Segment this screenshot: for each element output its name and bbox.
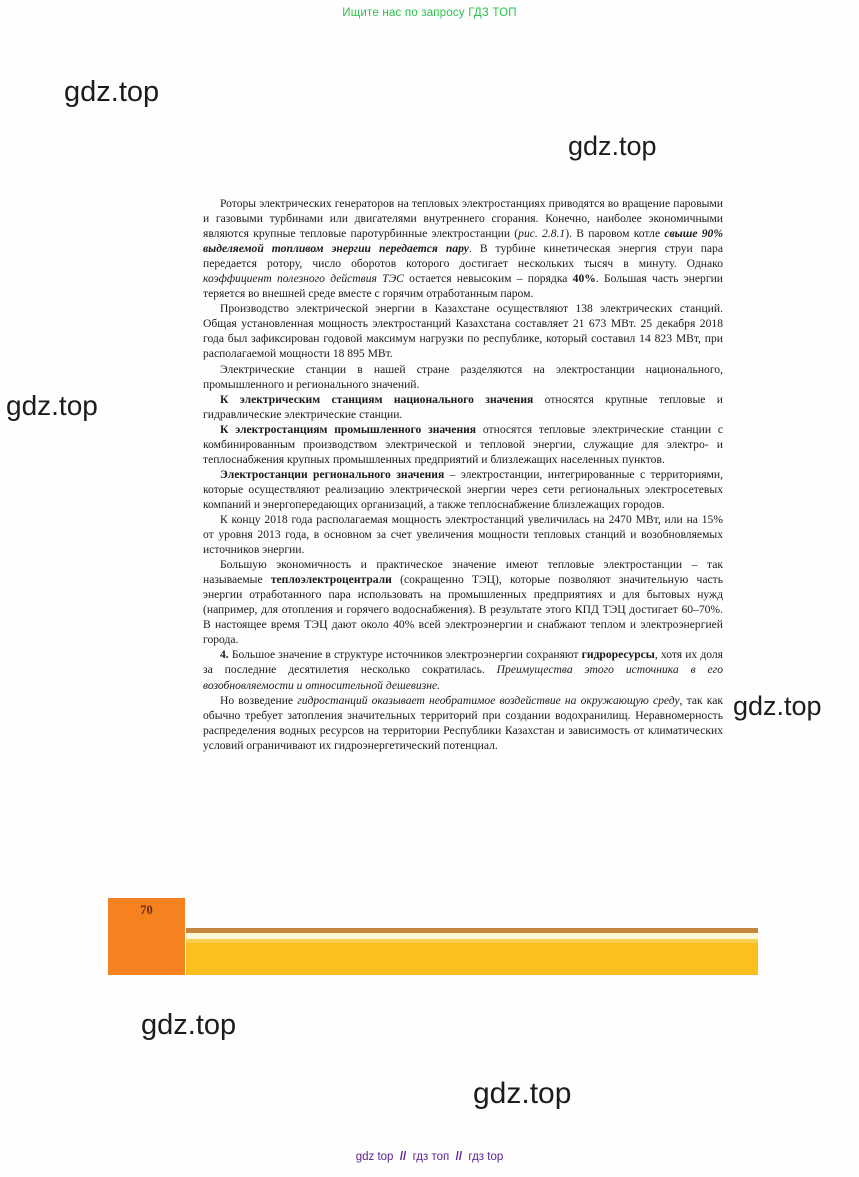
watermark: gdz.top: [568, 131, 657, 161]
page-number: 70: [140, 903, 153, 917]
paragraph: К электрическим станциям национального значения относятся крупные тепловые и гидравлические электрические станции.: [203, 392, 724, 421]
paragraph: Электростанции регионального значения – электростанции, интегрированные с территориями, которые осуществляют реализацию электрической энергии через сети региональных электросетевых компаний и энергопередающих организаций, а также теплоснабжение близлежащих городов.: [203, 467, 723, 511]
paragraph: 4. Большое значение в структуре источников электроэнергии сохраняют гидроресурсы, хотя их доля за последние десятилетия несколько сократилась. Преимущества этого источника в его возобновляемости и относительной дешевизне.: [203, 648, 724, 692]
footer-credit-middle[interactable]: гдз топ: [412, 1151, 450, 1163]
paragraph: К концу 2018 года располагаемая мощность электростанций увеличилась на 2470 МВт, или на 15% от уровня 2013 года, в основном за счет увеличения мощности тепловых станций и возобновляемых источников энергии.: [203, 512, 723, 557]
footer-credit-separator: //: [399, 1151, 407, 1163]
watermark: gdz.top: [64, 76, 160, 108]
footer-credit-separator: //: [455, 1151, 463, 1163]
promo-banner-text: Ищите нас по запросу ГДЗ ТОП: [342, 7, 517, 19]
footer-bar-yellow: [186, 939, 758, 975]
paragraph: К электростанциям промышленного значения относятся тепловые электрические станции с комбинированным производством электрической и тепловой энергии, служащие для электро- и теплоснабжения крупных промышленных предприятий и близлежащих населенных пунктов.: [203, 422, 723, 466]
watermark: gdz.top: [473, 1077, 572, 1110]
footer-credit-line: [0, 1151, 859, 1163]
page-text-column: [203, 196, 723, 753]
paragraph: Большую экономичность и практическое значение имеют тепловые электростанции – так называемые теплоэлектроцентрали (сокращенно ТЭЦ), которые позволяют значительную часть энергии отработанного пара использовать на промышленных предприятиях и для бытовых нужд (например, для отопления и горячего водоснабжения). В результате этого КПД ТЭЦ достигает 60–70%. В настоящее время ТЭЦ дают около 40% всей электроэнергии и снабжают теплом и электроэнергией города.: [203, 558, 723, 647]
footer-credit-left[interactable]: gdz top: [355, 1151, 394, 1163]
paragraph: Роторы электрических генераторов на тепловых электростанциях приводятся во вращение паровыми и газовыми турбинами или двигателями внутреннего сгорания. Конечно, наиболее экономичными являются крупные тепловые паротурбинные электростанции (рис. 2.8.1). В паровом котле свыше 90% выделяемой топливом энергии передается пару. В турбине кинетическая энергия струи пара передается ротору, число оборотов которого достигает нескольких тысяч в минуту. Однако коэффициент полезного действия ТЭС остается невысоким – порядка 40%. Большая часть энергии теряется во внешней среде вместе с горячим отработанным паром.: [203, 197, 723, 301]
paragraph: Производство электрической энергии в Казахстане осуществляют 138 электрических станций. Общая установленная мощность электростанций Казахстана составляет 21 673 МВт. 25 декабря 2018 года был зафиксирован годовой максимум нагрузки по республике, который составил 14 823 МВт, при располагаемой мощности 18 895 МВт.: [203, 302, 723, 361]
watermark: gdz.top: [6, 390, 98, 421]
watermark: gdz.top: [733, 691, 822, 721]
paragraph: Электрические станции в нашей стране разделяются на электростанции национального, промышленного и регионального значений.: [203, 362, 723, 391]
footer-decoration: [0, 898, 859, 988]
footer-credit-right[interactable]: гдз top: [468, 1151, 504, 1163]
watermark: gdz.top: [141, 1009, 237, 1041]
paragraph: Но возведение гидростанций оказывает необратимое воздействие на окружающую среду, так как обычно требует затопления значительных территорий при создании водохранилищ. Неравномерность распределения водных ресурсов на территории Республики Казахстан и зависимость от климатических условий ограничивают их гидроэнергетический потенциал.: [203, 693, 723, 752]
footer-bar-yellow-highlight: [186, 939, 758, 943]
